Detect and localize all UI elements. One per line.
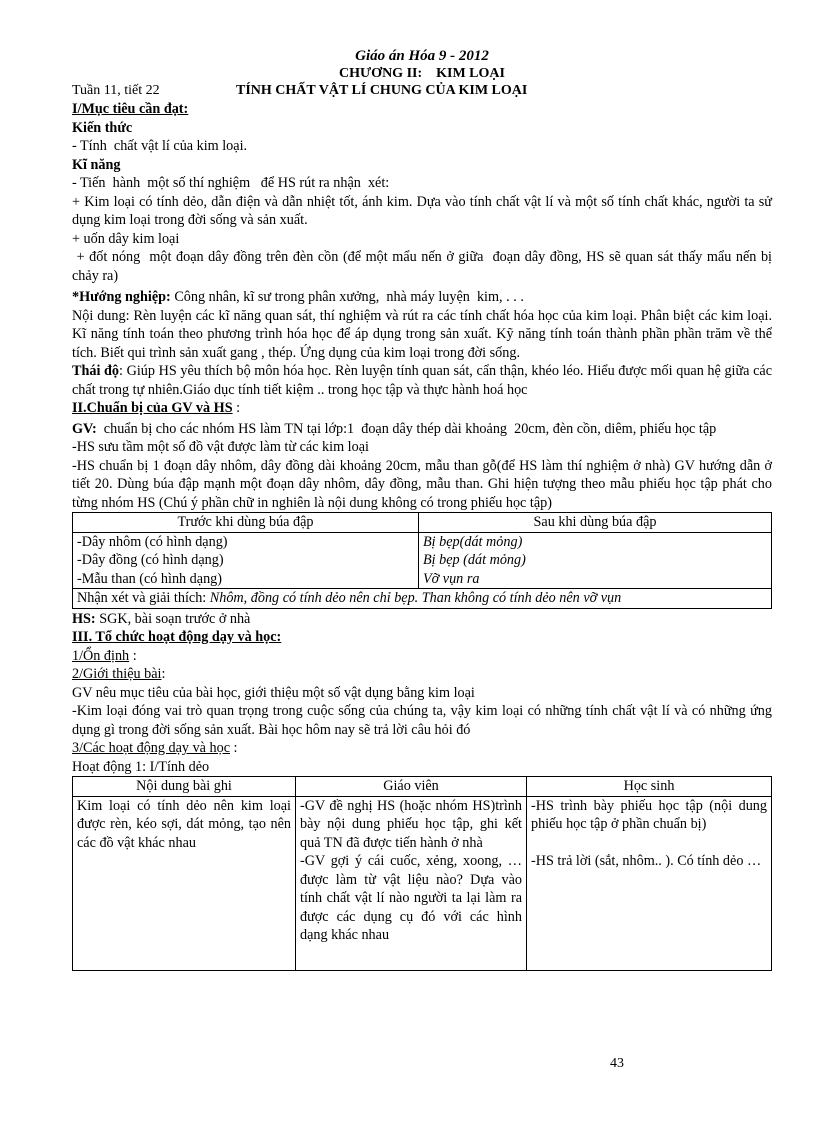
note-text: Nhôm, đồng có tính dẻo nên chỉ bẹp. Than không có tính dẻo nên vỡ vụn	[209, 590, 622, 606]
intro-text: GV nêu mục tiêu của bài học, giới thiệu một số vật dụng bằng kim loại	[72, 684, 475, 701]
table-header: Học sinh	[527, 777, 772, 797]
section-activities-heading: III. Tổ chức hoạt động dạy và học:	[72, 629, 282, 645]
content-note: Kim loại có tính dẻo nên kim loại được rèn, kéo sợi, dát mỏng, tạo nên các đồ vật khác nhau	[77, 797, 291, 851]
activity-title: Hoạt động 1: I/Tính dẻo	[72, 758, 210, 775]
part-tail: :	[230, 740, 238, 756]
table-cell	[527, 796, 772, 970]
table-header: Giáo viên	[296, 777, 527, 797]
note-label: Nhận xét và giải thích:	[77, 590, 210, 606]
hs-materials	[72, 610, 772, 629]
heading-tail: :	[232, 400, 241, 416]
hs-preparation: -HS sưu tầm một số đồ vật được làm từ các kim loại	[72, 439, 369, 455]
table-header-row	[73, 777, 772, 797]
table-cell: Bị bẹp(dát mỏng)	[419, 532, 772, 551]
table-row	[73, 551, 772, 570]
part-label: 1/Ổn định	[72, 647, 130, 664]
section-preparation	[72, 399, 772, 418]
doc-title: Giáo án Hóa 9 - 2012	[355, 48, 489, 64]
table-row	[73, 796, 772, 970]
part-activities	[72, 739, 772, 758]
worksheet-table	[72, 512, 772, 609]
gv-text: chuẩn bị cho các nhóm HS làm TN tại lớp:1 đoạn dây thép dài khoảng 20cm, đèn cồn, diêm, phiếu học tập	[96, 420, 717, 437]
part-tail: :	[161, 666, 166, 682]
part-label: 3/Các hoạt động dạy và học	[72, 740, 230, 756]
teacher-step: -GV đề nghị HS (hoặc nhóm HS)trình bày nội dung phiếu học tập, ghi kết quả TN đã được tiến hành ở nhà	[300, 797, 522, 851]
hs-text: SGK, bài soạn trước ở nhà	[95, 610, 251, 627]
attitude-label: Thái độ	[72, 363, 120, 379]
gv-label: GV:	[72, 420, 97, 437]
part-intro	[72, 665, 772, 684]
lesson-line	[72, 82, 772, 100]
knowledge-item: - Tính chất vật lí của kim loại.	[72, 138, 248, 154]
table-cell: -Mẫu than (có hình dạng)	[73, 570, 419, 589]
career-text: Công nhân, kĩ sư trong phân xưởng, nhà máy luyện kim, . . .	[170, 289, 524, 305]
table-header: Sau khi dùng búa đập	[419, 513, 772, 533]
student-step: -HS trả lời (sắt, nhôm.. ). Có tính dẻo …	[531, 852, 762, 869]
hs-label: HS:	[72, 610, 96, 627]
table-header: Nội dung bài ghi	[73, 777, 296, 797]
intro-text: -Kim loại đóng vai trò quan trọng trong cuộc sống của chúng ta, vậy kim loại có những tính chất vật lí và có những ứng dụng gì trong đời sống sản xuất. Bài học hôm nay sẽ trả lời câu hỏi đó	[72, 703, 772, 738]
table-cell	[296, 796, 527, 970]
section-preparation-heading: II.Chuẩn bị của GV và HS	[72, 400, 233, 416]
table-row	[73, 570, 772, 589]
table-cell: -Dây đồng (có hình dạng)	[73, 551, 419, 570]
career-label: *Hướng nghiệp:	[72, 289, 171, 305]
part-label: 2/Giới thiệu bài	[72, 666, 162, 682]
page-number: 43	[610, 1056, 624, 1071]
table-cell: Bị bẹp (dát mỏng)	[419, 551, 772, 570]
table-header: Trước khi dùng búa đập	[73, 513, 419, 533]
part-stabilize	[72, 647, 772, 666]
knowledge-label: Kiến thức	[72, 119, 133, 136]
skills-item: + Kim loại có tính dẻo, dẫn điện và dẫn nhiệt tốt, ánh kim. Dựa vào tính chất vật lí và một số tính chất khác, người ta sử dụng kim loại trong đời sống và sản xuất.	[72, 193, 772, 228]
skills-item: + đốt nóng một đoạn dây đồng trên đèn cồn (để một mẩu nến ở giữa đoạn dây đồng, HS sẽ quan sát thấy mẩu nến bị chảy ra)	[72, 249, 776, 284]
week-label: Tuần 11, tiết 22	[72, 83, 160, 98]
part-tail: :	[129, 647, 137, 664]
skills-item: + uốn dây kim loại	[72, 230, 180, 247]
table-cell: Vỡ vụn ra	[419, 570, 772, 589]
attitude-paragraph	[72, 362, 772, 399]
activity-table	[72, 776, 772, 971]
table-cell: -Dây nhôm (có hình dạng)	[73, 532, 419, 551]
section-objectives-heading: I/Mục tiêu cần đạt:	[72, 101, 189, 117]
table-row	[73, 589, 772, 609]
skills-item: - Tiến hành một số thí nghiệm để HS rút ra nhận xét:	[72, 175, 390, 191]
chapter-title: CHƯƠNG II: KIM LOẠI	[339, 66, 505, 81]
document-page	[72, 48, 776, 971]
student-step: -HS trình bày phiếu học tập (nội dung phiếu học tập ở phần chuẩn bị)	[531, 797, 767, 832]
table-note-cell	[73, 589, 772, 609]
table-header-row	[73, 513, 772, 533]
career-orientation	[72, 288, 772, 307]
table-row	[73, 532, 772, 551]
teacher-step: -GV gợi ý cái cuốc, xẻng, xoong, …được làm từ vật liệu nào? Dựa vào tính chất vật lí nào người ta lại làm ra được các dụng cụ đó với các hình dạng khác nhau	[300, 853, 522, 943]
gv-preparation	[72, 420, 772, 439]
hs-preparation: -HS chuẩn bị 1 đoạn dây nhôm, dây đồng dài khoảng 20cm, mẫu than gỗ(để HS làm thí nghiệm ở nhà) GV hướng dẫn ở tiết 20. Dùng búa đập mạnh một đoạn dây nhôm, dây đồng, mẫu than. Ghi hiện tượng theo mẫu phiếu học tập phát cho từng nhóm HS (Chú ý phần chữ in nghiên là nội dung không có trong phiếu học tập)	[72, 457, 772, 511]
table-cell	[73, 796, 296, 970]
skills-label: Kĩ năng	[72, 156, 121, 173]
content-paragraph: Nội dung: Rèn luyện các kĩ năng quan sát, thí nghiệm và rút ra các tính chất hóa học của kim loại. Phân biệt các kim loại. Kĩ năng tính toán theo phương trình hóa học để áp dụng trong sản xuất. Kỹ năng tính toán thành phần phần trăm về thể tích. Biết qui trình sản xuất gang , thép. Ứng dụng của kim loại trong đời sống.	[72, 307, 772, 361]
attitude-text: : Giúp HS yêu thích bộ môn hóa học. Rèn luyện tính quan sát, cẩn thận, khéo léo. Hiểu được mối quan hệ giữa các chất trong tự nhiên.Giáo dục tính tiết kiệm .. trong học tập và thực hành hoá học	[72, 363, 773, 398]
lesson-title: TÍNH CHẤT VẬT LÍ CHUNG CỦA KIM LOẠI	[236, 83, 528, 98]
